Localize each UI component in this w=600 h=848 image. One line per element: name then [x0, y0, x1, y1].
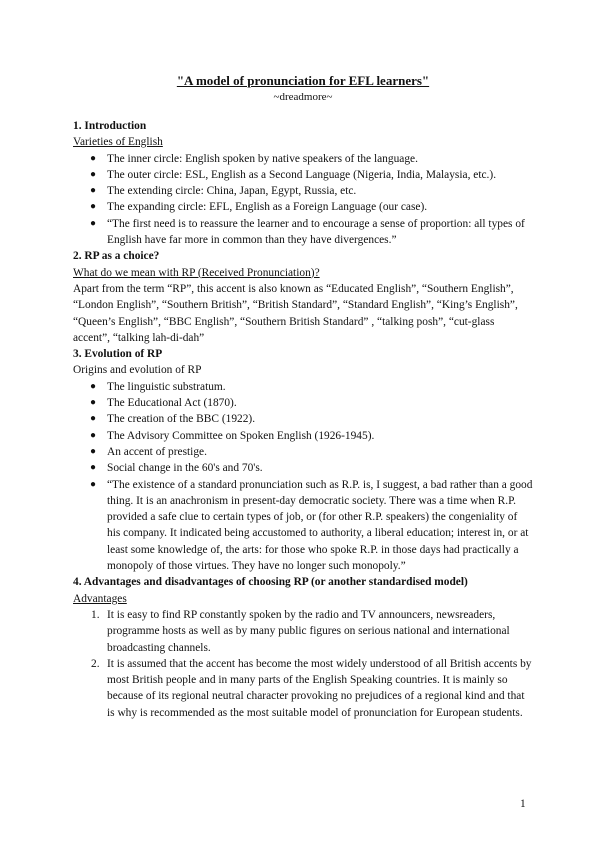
- list-item-text: The creation of the BBC (1922).: [107, 413, 256, 426]
- list-item: [73, 183, 533, 199]
- section-3-heading: 3. Evolution of RP: [73, 348, 163, 361]
- bullet-icon: ●: [90, 462, 97, 474]
- list-item-text: The expanding circle: EFL, English as a Foreign Language (our case).: [107, 201, 428, 214]
- bullet-icon: ●: [90, 413, 97, 425]
- page-number: 1: [520, 798, 526, 810]
- list-item: [73, 477, 533, 575]
- list-item: [73, 607, 533, 656]
- list-item-text: Social change in the 60's and 70's.: [107, 462, 263, 475]
- list-item: [73, 428, 533, 444]
- list-item: [73, 151, 533, 167]
- list-item: [73, 411, 533, 427]
- list-item-text: The linguistic substratum.: [107, 380, 226, 393]
- list-item: [73, 167, 533, 183]
- list-item-text: The inner circle: English spoken by native speakers of the language.: [107, 152, 418, 165]
- bullet-icon: ●: [90, 217, 97, 229]
- bullet-icon: ●: [90, 445, 97, 457]
- list-item-text: “The existence of a standard pronunciation such as R.P. is, I suggest, a bad rather than a good thing. It is an anachronism in present-day democratic society. There was a time when R.P. provided a safe clue to certain types of job, or (for other R.P. speakers) the congeniality of his company. It indicated being accustomed to authority, a liberal education; interest in, or at least some knowledge of, the arts: for those who spoke R.P. in those days had practically a monopoly of those virtues. They have no longer such monopoly.”: [107, 478, 533, 573]
- bullet-icon: ●: [90, 168, 97, 180]
- list-item-number: 2.: [91, 657, 100, 670]
- list-item-text: An accent of prestige.: [107, 445, 207, 458]
- bullet-icon: ●: [90, 397, 97, 409]
- bullet-icon: ●: [90, 380, 97, 392]
- list-item-text: It is easy to find RP constantly spoken by the radio and TV announcers, newsreaders, programme hosts as well as by many public figures on serious national and international broadcasting channels.: [107, 608, 510, 654]
- list-item: [73, 216, 533, 249]
- list-item-text: The outer circle: ESL, English as a Second Language (Nigeria, India, Malaysia, etc.).: [107, 168, 497, 181]
- list-item: [73, 656, 533, 721]
- list-item-number: 1.: [91, 608, 100, 621]
- section-1-bullet-list: [73, 151, 533, 249]
- list-item-text: The Educational Act (1870).: [107, 397, 237, 410]
- list-item-text: “The first need is to reassure the learner and to encourage a sense of proportion: all types of English have far more in common than they have divergences.”: [107, 217, 525, 247]
- section-2-subheading: What do we mean with RP (Received Pronunciation)?: [73, 266, 320, 279]
- bullet-icon: ●: [90, 201, 97, 213]
- bullet-icon: ●: [90, 185, 97, 197]
- section-4-subheading: Advantages: [73, 592, 127, 605]
- section-3-subheading: Origins and evolution of RP: [73, 364, 202, 377]
- section-1-heading: 1. Introduction: [73, 120, 147, 132]
- list-item: [73, 379, 533, 395]
- list-item: [73, 460, 533, 476]
- list-item-text: The extending circle: China, Japan, Egypt, Russia, etc.: [107, 185, 357, 198]
- list-item: [73, 395, 533, 411]
- section-2-paragraph: Apart from the term “RP”, this accent is also known as “Educated English”, “Southern English”, “London English”, “Southern British”, “British Standard”, “Standard English”, “King’s English”, “Queen’s English”, “BBC English”, “Southern British Standard” , “talking posh”, “cut-glass accent”, “talking lah-di-dah”: [73, 282, 518, 344]
- section-3-bullet-list: [73, 379, 533, 575]
- list-item: [73, 199, 533, 215]
- list-item-text: It is assumed that the accent has become the most widely understood of all British accents by most British people and in many parts of the English Speaking countries. It is mainly so because of its regional neutral character provoking no prejudices of a regional kind and that is why is recommended as the most suitable model of pronunciation for European students.: [107, 657, 532, 719]
- section-4-numbered-list: [73, 607, 533, 721]
- bullet-icon: ●: [90, 429, 97, 441]
- list-item-text: The Advisory Committee on Spoken English (1926-1945).: [107, 429, 375, 442]
- section-4-heading: 4. Advantages and disadvantages of choosing RP (or another standardised model): [73, 576, 468, 589]
- document-title: "A model of pronunciation for EFL learners": [176, 73, 430, 88]
- bullet-icon: ●: [90, 478, 97, 490]
- section-2-heading: 2. RP as a choice?: [73, 250, 160, 263]
- bullet-icon: ●: [90, 152, 97, 164]
- document-author: ~dreadmore~: [273, 91, 333, 103]
- list-item: [73, 444, 533, 460]
- section-1-subheading: Varieties of English: [73, 136, 163, 149]
- document-body: [73, 72, 533, 721]
